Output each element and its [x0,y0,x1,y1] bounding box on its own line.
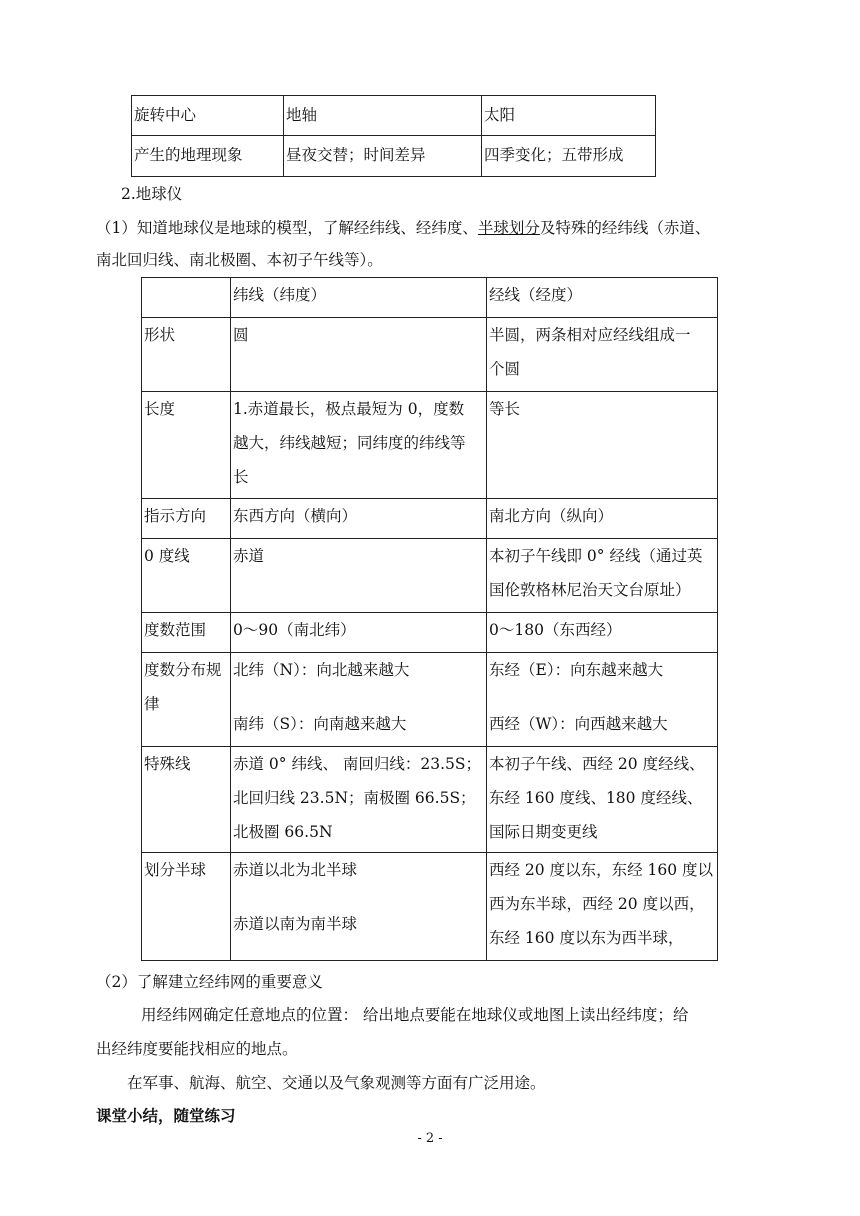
row-label [142,653,231,747]
table-row [142,392,718,499]
cell-line: 本初子午线即 0° 经线（通过英 [489,547,703,565]
table-row [142,278,718,318]
paragraph-text: （1）知道地球仪是地球的模型，了解经纬线、经纬度、 [96,219,478,237]
table-cell [231,539,487,613]
table-cell: 0～90（南北纬） [231,613,487,653]
table-header-lat: 纬线（纬度） [231,278,487,318]
table-cell [231,653,487,747]
cell-line: 个圆 [489,360,521,378]
cell-line: 南纬（S）：向南越来越大 [233,715,407,733]
table-cell [231,853,487,961]
paragraph-line: 南北回归线、南北极圈、本初子午线等）。 [96,251,383,269]
table-cell [487,318,718,392]
paragraph-line: 用经纬网确定任意地点的位置： 给出地点要能在地球仪或地图上读出经纬度；给 [141,1006,689,1024]
cell-line: 越大，纬线越短；同纬度的纬线等 [233,434,466,452]
cell-line: 赤道 0° 纬线、 南回归线：23.5S； [233,755,482,773]
table-cell [487,539,718,613]
table-row [132,96,656,136]
table-row [142,499,718,539]
table-row [142,853,718,961]
paragraph-line: 出经纬度要能找相应的地点。 [96,1040,298,1058]
cell-line: 北回归线 23.5N；南极圈 66.5S； [233,789,476,807]
cell-line: 1.赤道最长，极点最短为 0，度数 [233,400,465,418]
table-cell [231,747,487,853]
row-label: 0 度线 [142,539,231,613]
cell-line: 国际日期变更线 [489,823,598,841]
summary-heading: 课堂小结，随堂练习 [96,1106,236,1125]
table-cell: 地轴 [284,96,482,136]
table-cell [231,318,487,392]
row-label: 特殊线 [142,747,231,853]
cell-line: 西为东半球，西经 20 度以西， [489,895,705,913]
row-label: 形状 [142,318,231,392]
section-heading: 2.地球仪 [121,185,183,203]
table-cell: 昼夜交替；时间差异 [284,136,482,177]
row-label: 划分半球 [142,853,231,961]
table-cell [487,392,718,499]
table-cell: 产生的地理现象 [132,136,284,177]
cell-line: 圆 [233,326,249,344]
paragraph-line [96,211,710,245]
table-cell: 0～180（东西经） [487,613,718,653]
row-label: 长度 [142,392,231,499]
table-cell [487,853,718,961]
cell-line: 国伦敦格林尼治天文台原址） [489,581,691,599]
cell-line: 北纬（N）：向北越来越大 [233,661,410,679]
cell-line: 长 [233,468,249,486]
cell-line: 赤道 [233,547,265,565]
underlined-term: 半球划分 [477,219,540,237]
table-cell: 太阳 [482,96,656,136]
cell-line: 度数分布规 [144,661,222,679]
cell-line: 赤道以南为南半球 [233,915,358,933]
cell-line: 东经 160 度以东为西半球， [489,929,684,947]
page-number: - 2 - [417,1131,443,1146]
cell-line: 赤道以北为北半球 [233,861,358,879]
cell-line: 本初子午线、西经 20 度经线、 [489,755,705,773]
cell-line: 半圆，两条相对应经线组成一 [489,326,691,344]
cell-line: 西经（W）：向西越来越大 [489,715,668,733]
table-row [132,136,656,177]
latitude-longitude-table [141,277,718,961]
paragraph-line: 在军事、航海、航空、交通以及气象观测等方面有广泛用途。 [127,1074,546,1092]
cell-line: 东经 160 度线、180 度经线、 [489,789,703,807]
table-cell [487,653,718,747]
paragraph-text: 及特殊的经纬线（赤道、 [539,219,711,237]
row-label: 指示方向 [142,499,231,539]
cell-line: 东经（E）：向东越来越大 [489,661,664,679]
cell-line: 等长 [489,400,521,418]
table-row [142,747,718,853]
table-cell: 四季变化；五带形成 [482,136,656,177]
table-cell: 南北方向（纵向） [487,499,718,539]
table-row [142,318,718,392]
subsection-heading: （2）了解建立经纬网的重要意义 [96,973,323,991]
table-cell: 东西方向（横向） [231,499,487,539]
table-row [142,539,718,613]
table-header-lon: 经线（经度） [487,278,718,318]
rotation-table [131,95,656,177]
table-row [142,653,718,747]
table-cell [142,278,231,318]
table-row [142,613,718,653]
table-cell [487,747,718,853]
table-cell: 旋转中心 [132,96,284,136]
table-cell [231,392,487,499]
cell-line: 律 [144,695,160,713]
cell-line: 北极圈 66.5N [233,823,333,841]
row-label: 度数范围 [142,613,231,653]
cell-line: 西经 20 度以东，东经 160 度以 [489,861,714,879]
